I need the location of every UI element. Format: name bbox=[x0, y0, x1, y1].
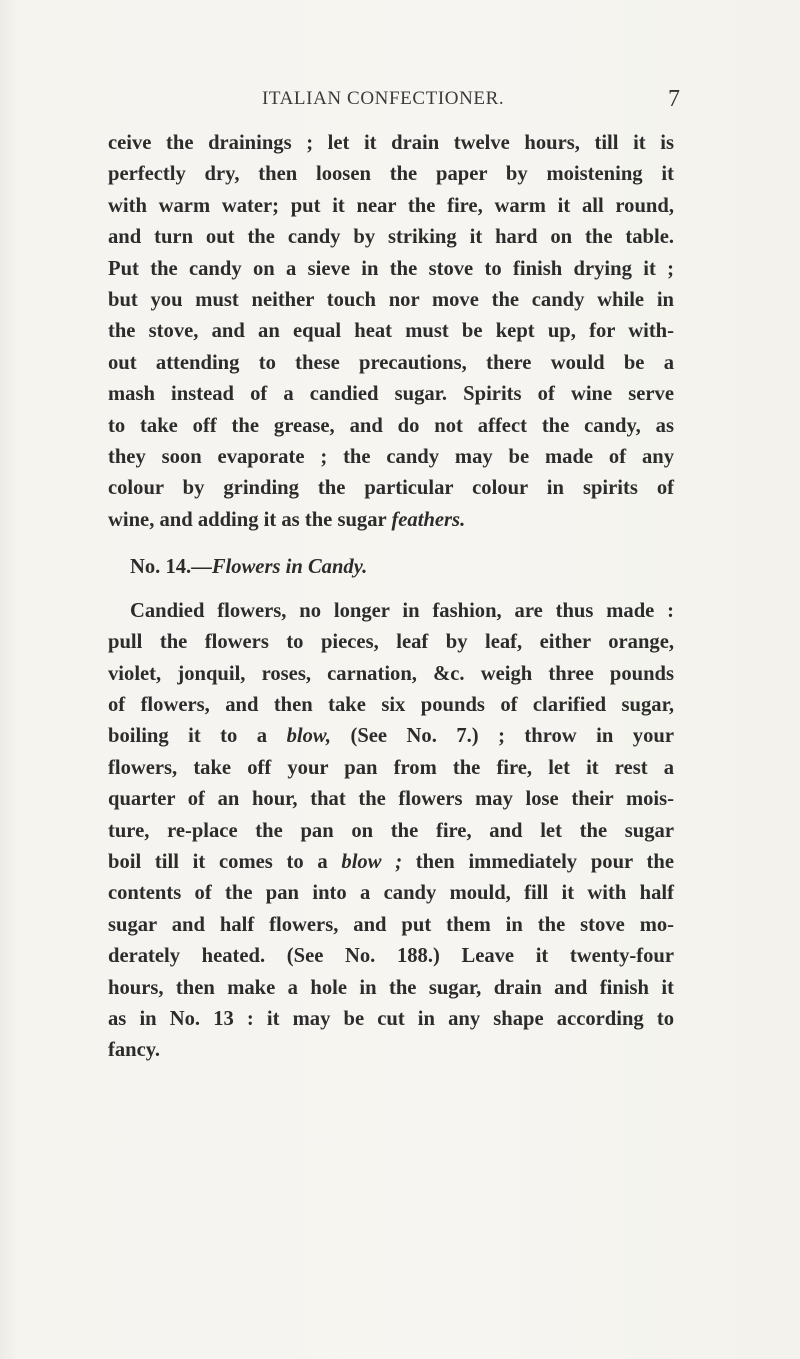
italic-term: blow ; bbox=[341, 850, 403, 873]
text-line: the stove, and an equal heat must be kept up, for with- bbox=[108, 320, 674, 343]
text-line: with warm water; put it near the fire, warm it all round, bbox=[108, 194, 674, 217]
text-line bbox=[108, 847, 674, 878]
text-line: violet, jonquil, roses, carnation, &c. weigh three pounds bbox=[108, 662, 674, 685]
page-number: 7 bbox=[668, 86, 680, 112]
text-line: out attending to these precautions, there would be a bbox=[108, 351, 674, 374]
body-text bbox=[108, 128, 674, 1067]
italic-term: blow, bbox=[286, 725, 332, 748]
section-number: No. 14.— bbox=[130, 556, 212, 579]
section-title: Flowers in Candy. bbox=[211, 556, 368, 579]
text-line: hours, then make a hole in the sugar, drain and finish it bbox=[108, 976, 674, 999]
text-line: fancy. bbox=[108, 1039, 161, 1062]
text-line: ceive the drainings ; let it drain twelve hours, till it is bbox=[108, 132, 674, 154]
text-line: colour by grinding the particular colour in spirits of bbox=[108, 477, 674, 500]
text-line: and turn out the candy by striking it hard on the table. bbox=[108, 226, 674, 249]
text-line bbox=[108, 721, 674, 752]
text-run: then immediately pour the bbox=[402, 850, 674, 873]
text-line: as in No. 13 : it may be cut in any shape according to bbox=[108, 1007, 674, 1030]
text-line: pull the flowers to pieces, leaf by leaf, either orange, bbox=[108, 631, 674, 654]
text-line: Put the candy on a sieve in the stove to finish drying it ; bbox=[108, 257, 674, 280]
section-heading bbox=[108, 552, 674, 583]
text-run: wine, and adding it as the sugar bbox=[108, 508, 392, 531]
text-line: contents of the pan into a candy mould, fill it with half bbox=[108, 882, 674, 905]
text-line: to take off the grease, and do not affect the candy, as bbox=[108, 414, 674, 437]
text-line: of flowers, and then take six pounds of clarified sugar, bbox=[108, 693, 674, 716]
text-line: perfectly dry, then loosen the paper by moistening it bbox=[108, 163, 674, 186]
text-run: boil till it comes to a bbox=[108, 850, 342, 873]
text-line: ture, re-place the pan on the fire, and let the sugar bbox=[108, 819, 674, 842]
text-line bbox=[108, 505, 674, 536]
text-line: sugar and half flowers, and put them in the stove mo- bbox=[108, 913, 674, 936]
text-line: flowers, take off your pan from the fire, let it rest a bbox=[108, 756, 674, 779]
text-run: boiling it to a bbox=[108, 725, 287, 748]
text-line: mash instead of a candied sugar. Spirits of wine serve bbox=[108, 383, 674, 406]
italic-term: feathers. bbox=[391, 508, 466, 531]
text-line: they soon evaporate ; the candy may be made of any bbox=[108, 446, 674, 469]
paragraph-2 bbox=[108, 596, 674, 1067]
text-line: but you must neither touch nor move the candy while in bbox=[108, 289, 674, 312]
paragraph-1 bbox=[108, 128, 674, 536]
text-line: Candied flowers, no longer in fashion, are thus made : bbox=[130, 599, 674, 622]
text-line: derately heated. (See No. 188.) Leave it twenty-four bbox=[108, 945, 674, 968]
text-line: quarter of an hour, that the flowers may lose their mois- bbox=[108, 788, 674, 811]
running-title: ITALIAN CONFECTIONER. bbox=[262, 88, 505, 109]
text-run: (See No. 7.) ; throw in your bbox=[331, 725, 674, 748]
